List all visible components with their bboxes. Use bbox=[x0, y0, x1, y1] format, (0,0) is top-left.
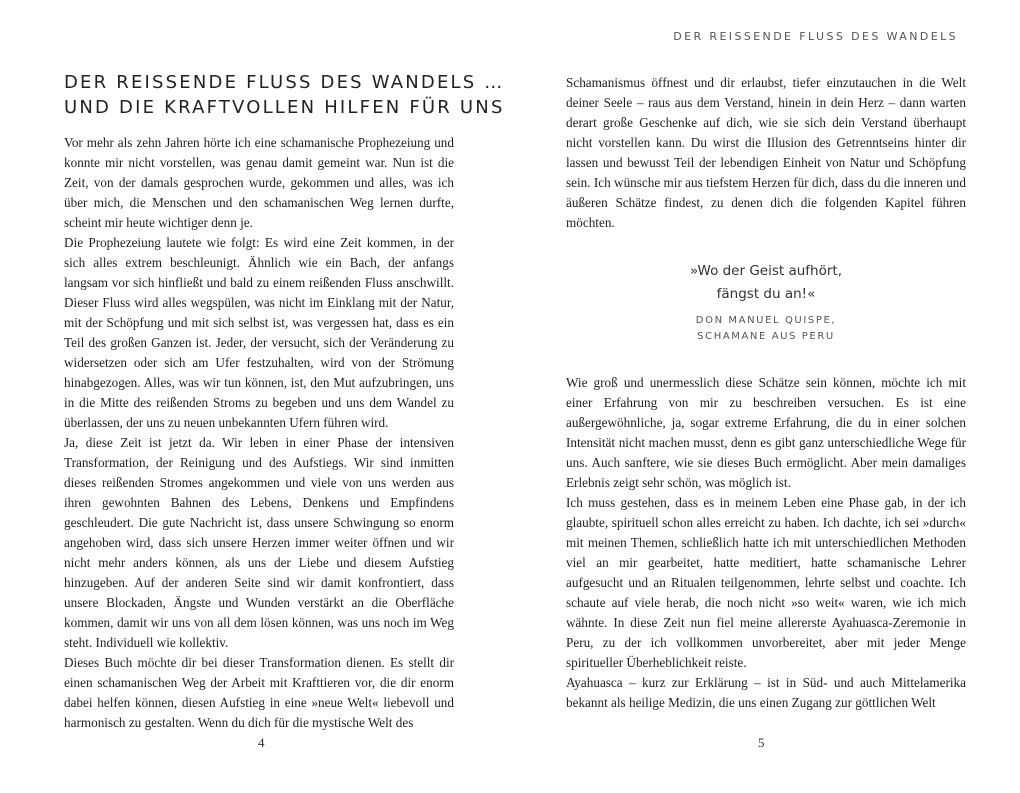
page-number-left: 4 bbox=[258, 735, 265, 750]
paragraph: Wie groß und unermesslich diese Schätze sein können, möchte ich mit einer Erfahrung von mir zu beschreiben versuchen. Es ist eine außergewöhnliche, ja, sogar extreme Erfahrung, die du in einer solchen Intensität nicht machen musst, denn es gibt ganz unterschiedliche Wege für uns. Auch sanftere, wie sie dieses Buch ermöglicht. Aber mein damaliges Erlebnis zeigt sehr schön, was möglich ist. bbox=[566, 375, 966, 490]
paragraph: Ayahuasca – kurz zur Erklärung – ist in Süd- und auch Mittelamerika bekannt als heilige Medizin, die uns einen Zugang zur göttlichen Welt bbox=[566, 675, 966, 710]
chapter-title-line-2: UND DIE KRAFTVOLLEN HILFEN FÜR UNS bbox=[64, 97, 505, 118]
right-page bbox=[510, 0, 1020, 793]
page-number-right: 5 bbox=[758, 735, 765, 750]
epigraph-quote bbox=[566, 260, 966, 345]
quote-line-2: fängst du an!« bbox=[716, 286, 816, 302]
paragraph: Ja, diese Zeit ist jetzt da. Wir leben in einer Phase der intensiven Transformation, der Reinigung und des Aufstiegs. Wir sind inmitten dieses reißenden Stromes angekommen und viele von uns werden aus ihren gewohnten Bahnen des Lebens, Denkens und Empfindens geschleudert. Die gute Nachricht ist, dass unsere Schwingung so enorm angehoben wird, dass sich unsere Herzen immer weiter öffnen und wir nicht mehr anders können, als uns der Liebe und diesem Aufstieg hinzugeben. Auf der anderen Seite sind wir damit konfrontiert, dass unsere Blockaden, Ängste und Wunden verstärkt an die Oberfläche kommen, damit wir uns von all dem lösen können, was uns noch im Weg steht. Individuell wie kollektiv. bbox=[64, 435, 454, 650]
paragraph: Ich muss gestehen, dass es in meinem Leben eine Phase gab, in der ich glaubte, spirituell schon alles erreicht zu haben. Ich dachte, ich sei »durch« mit meinen Themen, schließlich hatte ich mit unterschiedlichen Methoden viel an mir gearbeitet, hatte meditiert, hatte schamanische Lehrer aufgesucht und an Ritualen teilgenommen, lehrte selbst und coachte. Ich schaute auf viele herab, die noch nicht »so weit« waren, wie ich mich wähnte. In diese Zeit nun fiel meine allererste Ayahuasca-Zeremonie in Peru, zu der ich vollkommen unvorbereitet, aber mit jeder Menge spiritueller Überheblichkeit reiste. bbox=[566, 495, 966, 670]
quote-text bbox=[566, 260, 966, 306]
quote-source-line-1: DON MANUEL QUISPE, bbox=[695, 315, 837, 326]
quote-source-line-2: SCHAMANE AUS PERU bbox=[697, 331, 835, 342]
paragraph: Schamanismus öffnest und dir erlaubst, tiefer einzutauchen in die Welt deiner Seele – raus aus dem Verstand, hinein in dein Herz – dann warten derart große Geschenke auf dich, wie sie sich dein Verstand überhaupt nicht vorstellen kann. Du wirst die Illusion des Getrenntseins hinter dir lassen und bewusst Teil der lebendigen Einheit von Natur und Schöpfung sein. Ich wünsche mir aus tiefstem Herzen für dich, dass du die inneren und äußeren Schätze findest, zu denen dich die folgenden Kapitel führen möchten. bbox=[566, 75, 966, 230]
left-body-text bbox=[64, 133, 454, 733]
chapter-title-line-1: DER REISSENDE FLUSS DES WANDELS … bbox=[64, 72, 505, 93]
running-head: DER REISSENDE FLUSS DES WANDELS bbox=[673, 30, 958, 43]
paragraph: Vor mehr als zehn Jahren hörte ich eine schamanische Prophezeiung und konnte mir nicht vorstellen, was genau damit gemeint war. Nun ist die Zeit, von der damals gesprochen wurde, gekommen und alles, was ich über mich, die Menschen und den schamanischen Weg lernen durfte, scheint mir heute wichtiger denn je. bbox=[64, 135, 454, 230]
paragraph: Die Prophezeiung lautete wie folgt: Es wird eine Zeit kommen, in der sich alles extrem beschleunigt. Ähnlich wie ein Bach, der anfangs langsam vor sich hinfließt und bald zu einem reißenden Fluss anschwillt. Dieser Fluss wird alles wegspülen, was nicht im Einklang mit der Natur, mit der Schöpfung und mit sich selbst ist, was vergessen hat, dass es ein Teil des großen Ganzen ist. Jeder, der versucht, sich der Veränderung zu widersetzen oder sich am Ufer festzuhalten, wird von der Strömung hinabgezogen. Alles, was wir tun können, ist, den Mut aufzubringen, uns in die Mitte des reißenden Stroms zu begeben und uns dem Wandel zu überlassen, der uns zu neuen unbekannten Ufern führen wird. bbox=[64, 235, 454, 430]
chapter-title bbox=[64, 70, 505, 120]
paragraph: Dieses Buch möchte dir bei dieser Transformation dienen. Es stellt dir einen schamanischen Weg der Arbeit mit Krafttieren vor, die dir enorm dabei helfen können, diesen Aufstieg in eine »neue Welt« liebevoll und harmonisch zu gestalten. Wenn du dich für die mystische Welt des bbox=[64, 655, 454, 730]
right-body-text bbox=[566, 373, 966, 713]
quote-attribution bbox=[566, 313, 966, 345]
right-intro-text bbox=[566, 73, 966, 233]
quote-line-1: »Wo der Geist aufhört, bbox=[689, 263, 842, 279]
